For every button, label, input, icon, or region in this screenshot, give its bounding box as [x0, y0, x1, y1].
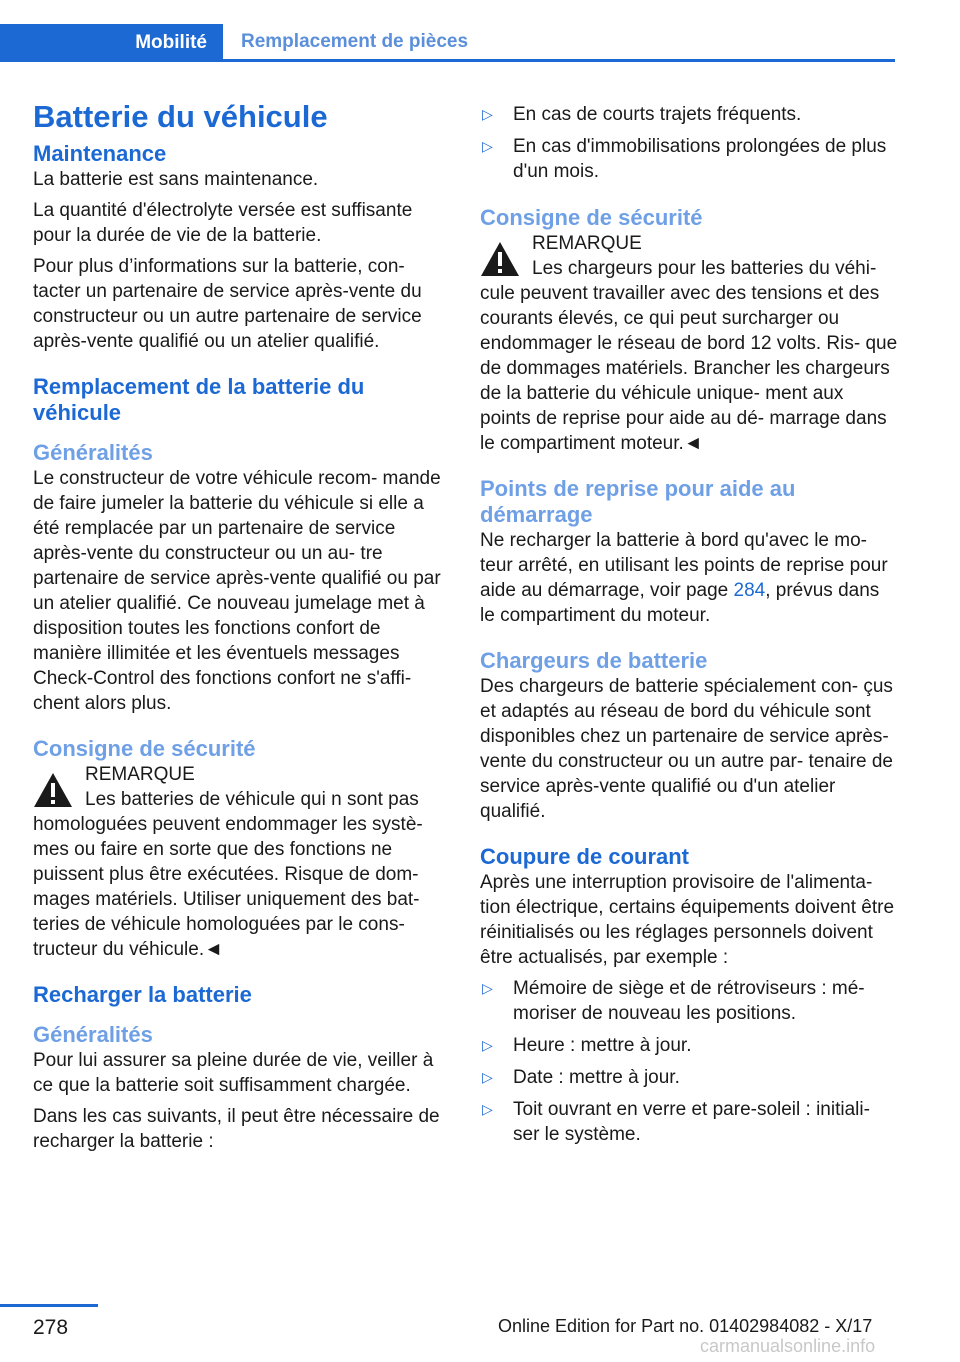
- recharge-paragraph-2: Dans les cas suivants, il peut être nécessaire de recharger la batterie :: [33, 1106, 440, 1153]
- power-heading: Coupure de courant: [480, 844, 690, 869]
- safety-heading-left: Consigne de sécurité: [33, 736, 256, 762]
- list-item: ▷ Mémoire de siège et de rétroviseurs : mé‐ moriser de nouveau les positions.: [482, 978, 865, 1024]
- points-heading: Points de reprise pour aide au démarrage: [480, 476, 796, 527]
- recharge-paragraph-1: Pour lui assurer sa pleine durée de vie, veiller à ce que la batterie soit suffisamment chargée.: [33, 1050, 434, 1097]
- generalites-heading: Généralités: [33, 440, 153, 466]
- triangle-bullet-icon: ▷: [482, 980, 493, 996]
- power-paragraph: Après une interruption provisoire de l'alimenta‐ tion électrique, certains équipements doivent être réinitialisés ou les réglages personnels doivent être actualisés, par exemple :: [480, 872, 895, 968]
- chargers-heading: Chargeurs de batterie: [480, 648, 708, 673]
- maintenance-paragraph-3: Pour plus d’informations sur la batterie, con‐ tacter un partenaire de service après-vente du constructeur ou un autre partenaire de service après-vente qualifié ou un atelier qualifié.: [33, 256, 422, 353]
- section-tab: Mobilité: [0, 24, 223, 62]
- recharge-generalites-heading: Généralités: [33, 1022, 153, 1048]
- generalites-paragraph: Le constructeur de votre véhicule recom‐ mande de faire jumeler la batterie du véhicule si elle a été remplacée par un partenaire de service après-vente du constructeur ou un au‐ tre partenaire de service après-vente qualifié ou par un atelier qualifié. Ce nouveau jumelage met à disposition toutes les fonctions confort de manière illimitée et les éventuels messages Check-Control des fonctions confort ne s'affi‐ chent alors plus.: [33, 468, 441, 715]
- replace-heading: Remplacement de la batterie du véhicule: [33, 374, 365, 426]
- safety-notice-right: [480, 231, 898, 456]
- list-item: ▷ Date : mettre à jour.: [482, 1067, 680, 1088]
- footer-rule: [0, 1304, 98, 1307]
- reset-items-list: [480, 976, 898, 1147]
- page-number: 278: [33, 1316, 69, 1339]
- header-rule: [0, 59, 895, 62]
- watermark: carmanualsonline.info: [700, 1336, 876, 1356]
- safety-label-right: REMARQUE: [532, 233, 642, 254]
- chargers-paragraph: Des chargeurs de batterie spécialement con‐ çus et adaptés au réseau de bord du véhicule sont disponibles chez un partenaire de service après-vente du constructeur ou un autre par‐ tenaire de service après-vente qualifié ou d'un atelier qualifié.: [480, 676, 893, 822]
- recharge-cases-list: [480, 102, 898, 184]
- edition-note: Online Edition for Part no. 01402984082 - X/17: [498, 1316, 873, 1336]
- page-link[interactable]: 284: [733, 580, 766, 601]
- page-header: [0, 24, 895, 62]
- safety-notice-left: [33, 762, 445, 962]
- safety-label-left: REMARQUE: [85, 764, 195, 786]
- triangle-bullet-icon: ▷: [482, 106, 493, 122]
- page-title: Batterie du véhicule: [33, 99, 328, 134]
- safety-text-left: Les batteries de véhicule qui n sont pas homologuées peuvent endommager les systè‐ mes ou faire en sorte que des fonctions ne puissent plus être exécutées. Risque de dom‐ mages matériels. Utiliser uniquement des bat‐ teries de véhicule homologuées par le cons‐ tructeur du véhicule.◄: [33, 789, 423, 961]
- safety-text-right: Les chargeurs pour les batteries du véhi‐ cule peuvent travailler avec des tensions et des courants élevés, ce qui peut surcharger ou endommager le réseau de bord 12 volts. Ris‐ que de dommages matériels. Brancher les chargeurs de la batterie du véhicule unique‐ ment aux points de reprise pour aide au dé‐ marrage dans le compartiment moteur.◄: [480, 258, 898, 454]
- maintenance-paragraph-1: La batterie est sans maintenance.: [33, 169, 319, 191]
- list-item: ▷ Toit ouvrant en verre et pare-soleil : initiali‐ ser le système.: [482, 1099, 870, 1145]
- triangle-bullet-icon: ▷: [482, 1069, 493, 1085]
- safety-heading-right: Consigne de sécurité: [480, 205, 703, 230]
- subsection-tab: Remplacement de pièces: [241, 31, 469, 52]
- list-item: ▷ Heure : mettre à jour.: [482, 1035, 692, 1056]
- maintenance-paragraph-2: La quantité d'électrolyte versée est suffisante pour la durée de vie de la batterie.: [33, 200, 413, 247]
- maintenance-heading: Maintenance: [33, 141, 167, 167]
- recharge-heading: Recharger la batterie: [33, 982, 252, 1008]
- left-column: [33, 98, 445, 1160]
- triangle-bullet-icon: ▷: [482, 1037, 493, 1053]
- warning-triangle-icon: [33, 772, 73, 808]
- right-column: [480, 102, 898, 1154]
- triangle-bullet-icon: ▷: [482, 138, 493, 154]
- warning-triangle-icon: [480, 241, 520, 277]
- list-item: ▷ En cas de courts trajets fréquents.: [482, 104, 802, 125]
- points-paragraph: Ne recharger la batterie à bord qu'avec le mo‐ teur arrêté, en utilisant les points de reprise pour aide au démarrage, voir page 284, prévus dans le compartiment du moteur.: [480, 530, 888, 626]
- list-item: ▷ En cas d'immobilisations prolongées de plus d'un mois.: [482, 136, 887, 182]
- triangle-bullet-icon: ▷: [482, 1101, 493, 1117]
